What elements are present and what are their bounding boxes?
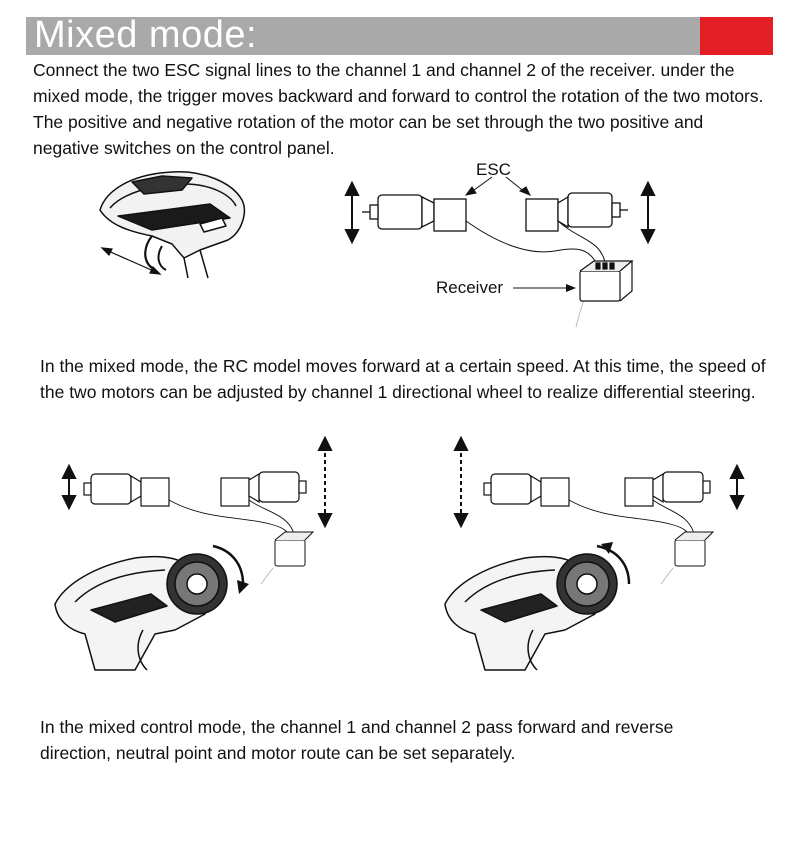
section-title: Mixed mode: — [34, 14, 258, 56]
trigger-motion-line — [106, 250, 156, 272]
esc-receiver-diagram — [340, 155, 670, 330]
header-accent-block — [700, 17, 773, 55]
right-esc — [526, 199, 558, 231]
mixed-control-paragraph: In the mixed control mode, the channel 1 and channel 2 pass forward and reverse direction, neutral point and motor route can be set separately. — [40, 717, 674, 763]
steering-left-diagram — [55, 434, 345, 674]
receiver — [580, 271, 620, 301]
intro-paragraph: Connect the two ESC signal lines to the channel 1 and channel 2 of the receiver. under the mixed mode, the trigger moves backward and forward to control the rotation of the two motors. The positive and negative rotation of the motor can be set through the two positive and negative switches on the control panel. — [33, 60, 764, 158]
steering-right-diagram — [445, 434, 745, 674]
receiver-label: Receiver — [436, 278, 504, 297]
transmitter-trigger-illustration — [92, 160, 262, 280]
section-header — [26, 14, 773, 56]
left-esc — [434, 199, 466, 231]
differential-steering-paragraph: In the mixed mode, the RC model moves forward at a certain speed. At this time, the speed of the two motors can be adjusted by channel 1 directional wheel to realize differential steering. — [40, 356, 766, 402]
left-motor — [378, 195, 422, 229]
right-motor — [568, 193, 612, 227]
esc-label: ESC — [476, 160, 511, 179]
